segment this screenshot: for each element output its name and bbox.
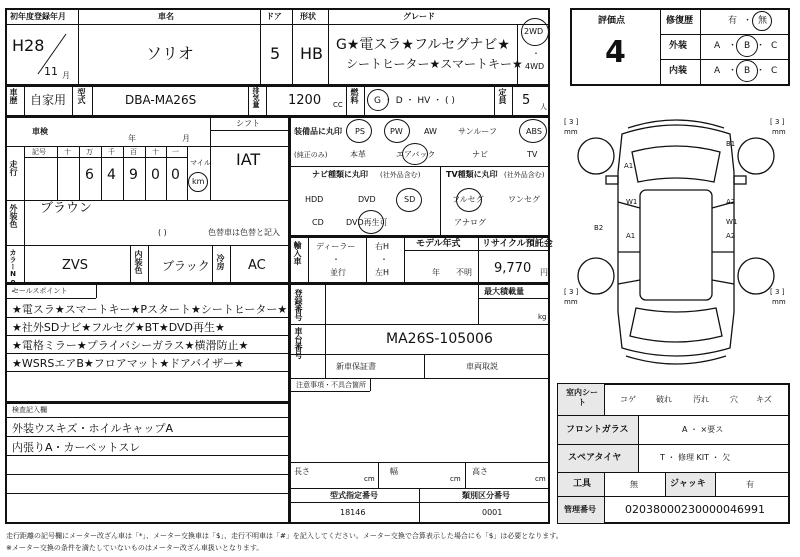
color-note: 色替車は色替と記入 — [208, 228, 280, 237]
mileage-header-sen: 千 — [108, 148, 115, 156]
tire-fl-unit: mm — [564, 128, 578, 136]
mileage-digit-5: 0 — [171, 167, 180, 183]
equip-pw: PW — [390, 127, 403, 136]
doors-label: ドア — [266, 12, 282, 21]
interior-label: 内装 — [669, 66, 688, 76]
import-right-h: 右H — [375, 242, 390, 251]
interior-sheet-label: 室内シート — [566, 388, 598, 408]
shape-value: HB — [300, 44, 324, 63]
jack-label: ジャッキ — [670, 479, 706, 489]
interior-color-value: ブラック — [162, 259, 210, 273]
length-label: 長さ — [294, 467, 310, 476]
exterior-c: C — [771, 41, 778, 51]
interior-sheet-hole: 穴 — [730, 395, 738, 404]
import-dot-2: ・ — [380, 255, 388, 264]
color-no-value: ZVS — [62, 258, 89, 273]
navi-dvd-playback: DVD再生可 — [346, 218, 388, 227]
interior-b-circle — [736, 60, 758, 82]
navi-label: ナビ種類に丸印 — [312, 170, 368, 179]
displacement-unit: CC — [333, 101, 343, 109]
height-label: 高さ — [472, 467, 488, 476]
inspection-month-unit: 月 — [182, 134, 190, 143]
interior-sheet-scratch: キズ — [756, 395, 772, 404]
mileage-header-10man: 十 — [64, 148, 71, 156]
tv-label-note: (社外品含む) — [504, 171, 545, 179]
capacity-unit: 人 — [540, 103, 547, 111]
recycle-label: リサイクル預託金 — [482, 239, 553, 249]
tv-analog: アナログ — [454, 218, 486, 227]
inspector-box — [5, 402, 290, 524]
tire-rl-bracket: [ 3 ] — [564, 288, 579, 296]
inspector-label: 検査記入欄 — [12, 406, 47, 414]
drive-dot: ・ — [532, 49, 540, 58]
exterior-dot2: ・ — [756, 41, 766, 51]
tire-rr-bracket: [ 3 ] — [770, 288, 785, 296]
warranty-manual: 車両取説 — [466, 362, 498, 371]
interior-sheet-dirt: 汚れ — [693, 395, 709, 404]
mark-a1-bottom: A1 — [626, 232, 636, 240]
first-reg-year: H28 — [12, 36, 45, 55]
sales-points-label: セールスポイント — [12, 287, 68, 295]
import-parallel: 並行 — [330, 268, 346, 277]
mark-a1-left: A1 — [624, 162, 634, 170]
ac-value: AC — [248, 258, 266, 273]
shift-label: シフト — [236, 119, 260, 128]
mark-b1: B1 — [726, 140, 736, 148]
navi-sd: SD — [404, 195, 416, 204]
capacity-label: 定員 — [498, 88, 507, 104]
interior-b: B — [744, 66, 751, 76]
mark-b2: B2 — [594, 224, 604, 232]
equip-leather: 本革 — [350, 150, 366, 159]
mileage-header-sign: 記号 — [32, 148, 46, 156]
displacement-label: 排気量 — [252, 87, 260, 108]
equipment-sublabel: (純正のみ) — [294, 151, 328, 159]
exterior-a: A — [714, 41, 721, 51]
grade-line-2: シートヒーター★スマートキー★ — [346, 57, 523, 71]
equip-airbag-circle — [402, 143, 428, 165]
equip-sunroof: サンルーフ — [458, 127, 497, 136]
recycle-unit: 円 — [540, 268, 548, 277]
sales-point-4: ★WSRSエアB★フロアマット★ドアバイザー★ — [12, 357, 244, 370]
mileage-unit-label: マイル — [190, 159, 211, 167]
max-load-unit: kg — [538, 313, 547, 321]
exterior-label: 外装 — [669, 41, 688, 51]
tools-value: 無 — [630, 480, 638, 489]
interior-dot1: ・ — [728, 66, 738, 76]
equip-navi: ナビ — [472, 150, 488, 159]
navi-dvd: DVD — [358, 195, 376, 204]
interior-c: C — [771, 66, 778, 76]
interior-sheet-tear: 破れ — [656, 395, 672, 404]
inspector-line-1: 外装ウスキズ・ホイルキャップA — [12, 422, 173, 435]
mileage-header-juu: 十 — [152, 148, 159, 156]
color-no-label: カラーNo. — [9, 249, 17, 294]
mark-w1-left: W1 — [626, 198, 638, 206]
equip-ps-circle — [346, 119, 372, 143]
chassis-value: MA26S-105006 — [386, 331, 493, 347]
score-label: 評価点 — [598, 16, 626, 26]
interior-dot2: ・ — [756, 66, 766, 76]
tire-fl-bracket: [ 3 ] — [564, 118, 579, 126]
tire-rr-unit: mm — [772, 298, 786, 306]
class-label: 類別区分番号 — [462, 491, 510, 500]
exterior-dot1: ・ — [728, 41, 738, 51]
length-unit: cm — [364, 475, 375, 483]
mileage-header-man: 万 — [86, 148, 93, 156]
tools-label: 工具 — [573, 479, 592, 489]
doors-value: 5 — [270, 44, 281, 63]
displacement-value: 1200 — [288, 93, 322, 108]
mark-w1-right: W1 — [726, 218, 738, 226]
import-left-h: 左H — [375, 268, 390, 277]
fuel-label: 燃料 — [350, 88, 359, 104]
first-reg-label: 初年度登録年月 — [10, 12, 66, 21]
category-label: 車歴 — [9, 88, 18, 104]
car-name-value: ソリオ — [146, 44, 194, 63]
model-year-unit: 年 — [432, 268, 440, 277]
car-diagram — [562, 112, 790, 378]
max-load-label: 最大積載量 — [484, 287, 524, 296]
windshield-options: A ・ ×要ス — [682, 425, 724, 434]
exterior-b: B — [744, 41, 751, 51]
mileage-km-circle — [188, 172, 208, 192]
inspector-line-2: 内張りA・カーペットスレ — [12, 441, 141, 454]
equip-airbag: エアバック — [396, 150, 436, 159]
ac-label: 冷房 — [216, 254, 225, 270]
capacity-value: 5 — [522, 93, 531, 108]
drive-4wd: 4WD — [525, 62, 545, 71]
model-value: DBA-MA26S — [125, 93, 197, 107]
shift-value: IAT — [236, 150, 261, 169]
fuel-g-circle — [367, 89, 389, 111]
tv-fullseg-circle — [456, 188, 482, 212]
management-label: 管理番号 — [564, 505, 596, 514]
mark-a2-right: A2 — [726, 198, 736, 206]
model-label: 型式 — [77, 88, 86, 104]
repair-yes: 有 — [728, 16, 738, 26]
spare-tire-options: T ・ 修理 KIT ・ 欠 — [660, 453, 731, 462]
mileage-label: 走行 — [9, 160, 18, 176]
import-dot: ・ — [332, 255, 340, 264]
tire-rl-unit: mm — [564, 298, 578, 306]
drive-2wd: 2WD — [524, 27, 544, 36]
warranty-new-car: 新車保証書 — [336, 362, 376, 371]
interior-color-label: 内装色 — [134, 250, 143, 274]
first-reg-month: 11 — [44, 65, 58, 78]
equip-tv: TV — [527, 150, 538, 159]
mileage-header-ichi: 一 — [172, 148, 179, 156]
navi-label-note: (社外品含む) — [380, 171, 421, 179]
inspection-year-unit: 年 — [128, 134, 136, 143]
mileage-header-hyaku: 百 — [130, 148, 137, 156]
width-label: 幅 — [390, 467, 398, 476]
interior-sheet-burn: コゲ — [620, 395, 636, 404]
repair-dot: ・ — [743, 16, 753, 26]
sales-point-1: ★電スラ★スマートキー★Pスタート★シートヒーター★ — [12, 303, 288, 316]
width-unit: cm — [450, 475, 461, 483]
type-designation-label: 型式指定番号 — [330, 491, 378, 500]
class-value: 0001 — [482, 508, 503, 517]
first-reg-month-unit: 月 — [62, 71, 70, 80]
exterior-b-circle — [736, 35, 758, 57]
type-designation-value: 18146 — [340, 508, 366, 517]
equip-pw-circle — [384, 119, 410, 143]
category-value: 自家用 — [30, 93, 67, 107]
model-year-label: モデル年式 — [416, 239, 461, 249]
management-value: 02038000230000046991 — [625, 503, 765, 516]
sales-point-2: ★社外SDナビ★フルセグ★BT★DVD再生★ — [12, 321, 225, 334]
navi-sd-circle — [396, 188, 422, 212]
recycle-value: 9,770 — [494, 261, 532, 276]
jack-value: 有 — [746, 480, 754, 489]
footer-line-1: 走行距離の記号欄にメーター改ざん車は「*」、メーター交換車は「$」、走行不明車は「#」を記入してください。メーター交換で合算表示した場合にも「$」は必要となります。 — [6, 532, 563, 540]
shape-label: 形状 — [300, 12, 316, 21]
equip-aw: AW — [424, 127, 437, 136]
equip-abs: ABS — [526, 127, 542, 136]
equipment-label: 装備品に丸印 — [294, 127, 342, 136]
model-year-unknown: 不明 — [456, 268, 472, 277]
tv-label: TV種類に丸印 — [446, 170, 498, 179]
color-note-paren: ( ) — [158, 228, 167, 237]
car-name-label: 車名 — [158, 12, 174, 21]
navi-cd: CD — [312, 218, 324, 227]
footer-line-2: ※メーター交換の条件を満たしていないものはメーター改ざん車扱いとなります。 — [6, 544, 264, 552]
mileage-unit: km — [192, 177, 205, 186]
repair-label: 修復歴 — [666, 16, 694, 26]
chassis-label: 車台番号 — [294, 327, 303, 359]
mileage-digit-2: 4 — [107, 167, 116, 183]
repair-no-circle — [752, 11, 772, 31]
tv-oneseg: ワンセグ — [508, 195, 540, 204]
fuel-options: G ・ D ・ HV ・ ( ) — [374, 96, 455, 106]
tv-fullseg: フルセグ — [452, 195, 484, 204]
score-value: 4 — [605, 35, 626, 70]
tire-fr-bracket: [ 3 ] — [770, 118, 785, 126]
navi-dvd-playback-circle — [358, 210, 384, 234]
import-dealer: ディーラー — [316, 242, 356, 251]
grade-line-1: G★電スラ★フルセグナビ★ — [336, 37, 510, 53]
interior-a: A — [714, 66, 721, 76]
grade-label: グレード — [403, 12, 435, 21]
mileage-digit-4: 0 — [151, 167, 160, 183]
spare-tire-label: スペアタイヤ — [568, 453, 622, 463]
navi-hdd: HDD — [305, 195, 324, 204]
equip-ps: PS — [355, 127, 365, 136]
mileage-digit-1: 6 — [85, 167, 94, 183]
mark-a2-bottom: A2 — [726, 232, 736, 240]
import-label: 輸入車 — [293, 241, 302, 265]
mileage-digit-3: 9 — [129, 167, 138, 183]
windshield-label: フロントガラス — [566, 425, 629, 435]
height-unit: cm — [535, 475, 546, 483]
registration-label: 登録番号 — [294, 289, 303, 321]
color-label: 外装色 — [9, 204, 18, 228]
color-value: ブラウン — [40, 201, 93, 216]
tire-fr-unit: mm — [772, 128, 786, 136]
row2-box — [5, 85, 550, 117]
repair-no: 無 — [758, 16, 768, 26]
sales-point-3: ★電格ミラー★プライバシーガラス★横滑防止★ — [12, 339, 249, 352]
equip-abs-circle — [519, 119, 547, 143]
notes-label: 注意事項・不具合箇所 — [296, 381, 366, 389]
inspection-label: 車検 — [32, 127, 48, 136]
